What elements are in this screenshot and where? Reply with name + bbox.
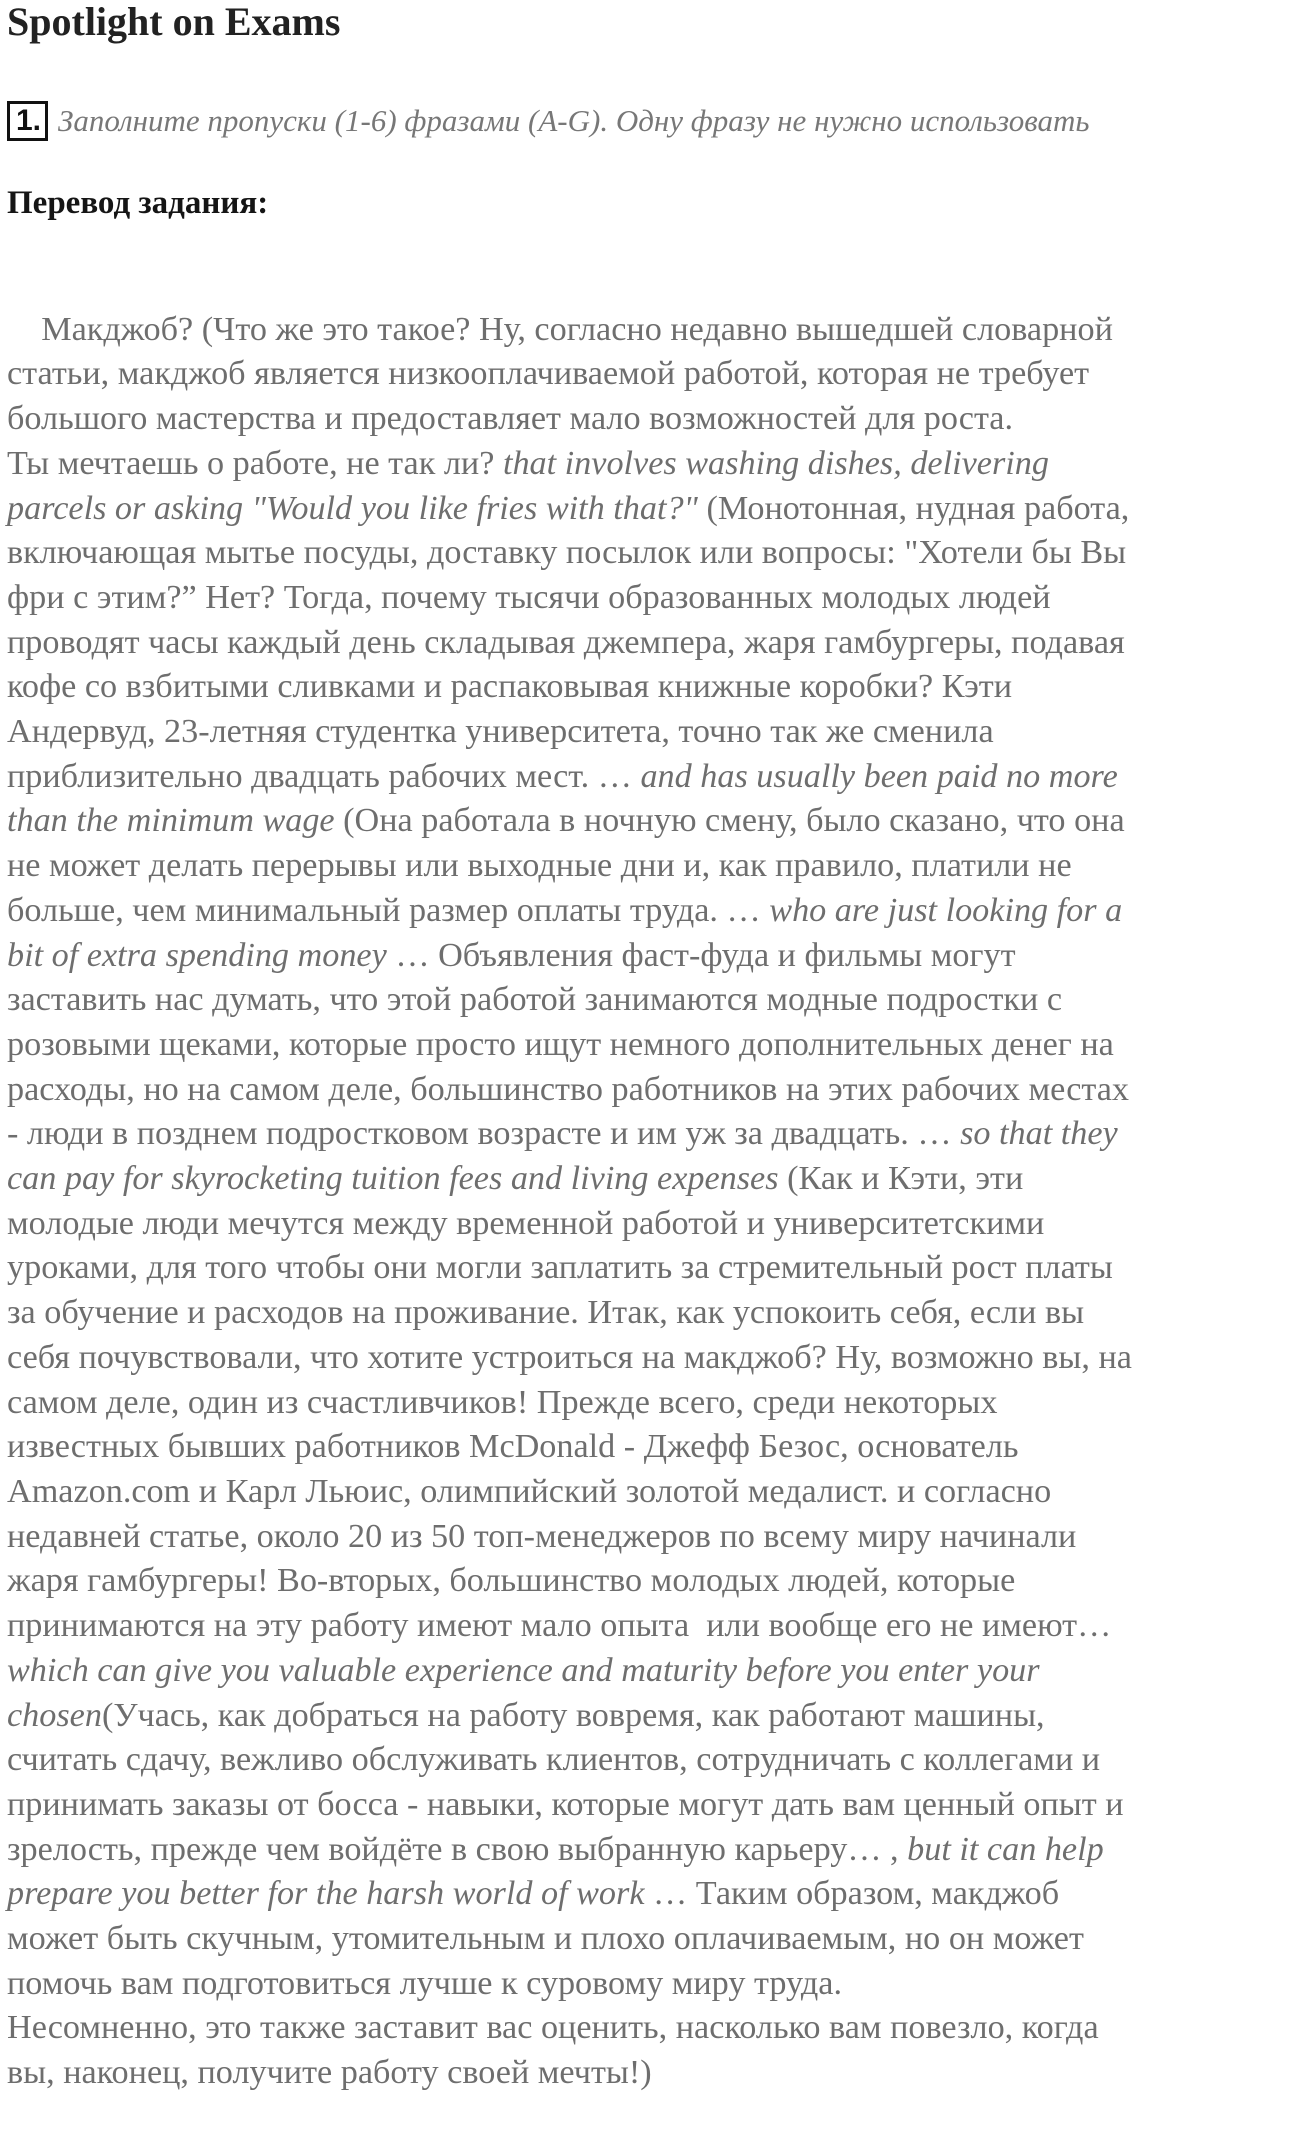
body-segment: … Объявления фаст-фуда и фильмы могут заставить нас думать, что этой работой занимаются модные подростки с розовыми щеками, которые просто ищут немного дополнительных денег на расходы, но на самом деле, большинство работников на этих рабочих местах - люди в позднем подростковом возрасте и им уж за двадцать. …: [7, 936, 1130, 1153]
body-segment-english: and has usually been paid no more than the minimum wage: [7, 757, 1118, 840]
body-segment: (Как и Кэти, эти молодые люди мечутся между временной работой и университетскими уроками, для того чтобы они могли заплатить за стремительный рост платы за обучение и расходов на проживание. Итак, как успокоить себя, если вы себя почувствовали, что хотите устроиться на макджоб? Ну, возможно вы, на самом деле, один из счастливчиков! Прежде всего, среди некоторых известных бывших работников McDonald - Джефф Безос, основатель Amazon.com и Карл Льюис, олимпийский золотой медалист. и согласно недавней статье, около 20 из 50 топ-менеджеров по всему миру начинали жаря гамбургеры! Во-вторых, большинство молодых людей, которые принимаются на эту работу имеют мало опыта или вообще его не имеют…: [7, 1160, 1132, 1645]
body-segment: (Она работала в ночную смену, было сказано, что она не может делать перерывы или выходные дни и, как правило, платили не больше, чем минимальный размер оплаты труда. …: [7, 802, 1125, 929]
translation-heading: Перевод задания:: [7, 185, 269, 221]
body-segment-english: which can give you valuable experience and maturity before you enter your chosen: [7, 1651, 1040, 1734]
body-segment-english: but it can help prepare you better for the harsh world of work: [7, 1830, 1104, 1913]
body-segment: (Учась, как добраться на работу вовремя, как работают машины, считать сдачу, вежливо обслуживать клиентов, сотрудничать с коллегами и принимать заказы от босса - навыки, которые могут дать вам ценный опыт и зрелость, прежде чем войдёте в свою выбранную карьеру… ,: [7, 1696, 1124, 1868]
body-segment-english: that involves washing dishes, delivering parcels or asking "Would you like fries with that?": [7, 444, 1049, 527]
task-number-box: 1.: [7, 101, 48, 141]
body-segment: (Монотонная, нудная работа, включающая мытье посуды, доставку посылок или вопросы: "Хотели бы Вы фри с этим?” Нет? Тогда, почему тысячи образованных молодых людей проводят часы каждый день складывая джемпера, жаря гамбургеры, подавая кофе со взбитыми сливками и распаковывая книжные коробки? Кэти Андервуд, 23-летняя студентка университета, точно так же сменила приблизительно двадцать рабочих мест. …: [7, 489, 1130, 795]
body-segment-english: who are just looking for a bit of extra spending money: [7, 891, 1123, 974]
task-instruction-text: Заполните пропуски (1-6) фразами (A-G). Одну фразу не нужно использовать: [58, 103, 1090, 138]
task-instruction-row: [7, 101, 1089, 141]
body-segment: … Таким образом, макджоб может быть скучным, утомительным и плохо оплачиваемым, но он может помочь вам подготовиться лучше к суровому миру труда. Несомненно, это также заставит вас оценить, насколько вам повезло, когда вы, наконец, получите работу своей мечты!): [7, 1875, 1099, 2092]
body-segment-english: so that they can pay for skyrocketing tuition fees and living expenses: [7, 1115, 1118, 1198]
section-title: Spotlight on Exams: [7, 0, 341, 44]
translation-body: [7, 263, 1295, 2141]
body-segment: Макджоб? (Что же это такое? Ну, согласно недавно вышедшей словарной статьи, макджоб является низкооплачиваемой работой, которая не требует большого мастерства и предоставляет мало возможностей для роста. Ты мечтаешь о работе, не так ли?: [7, 310, 1113, 482]
